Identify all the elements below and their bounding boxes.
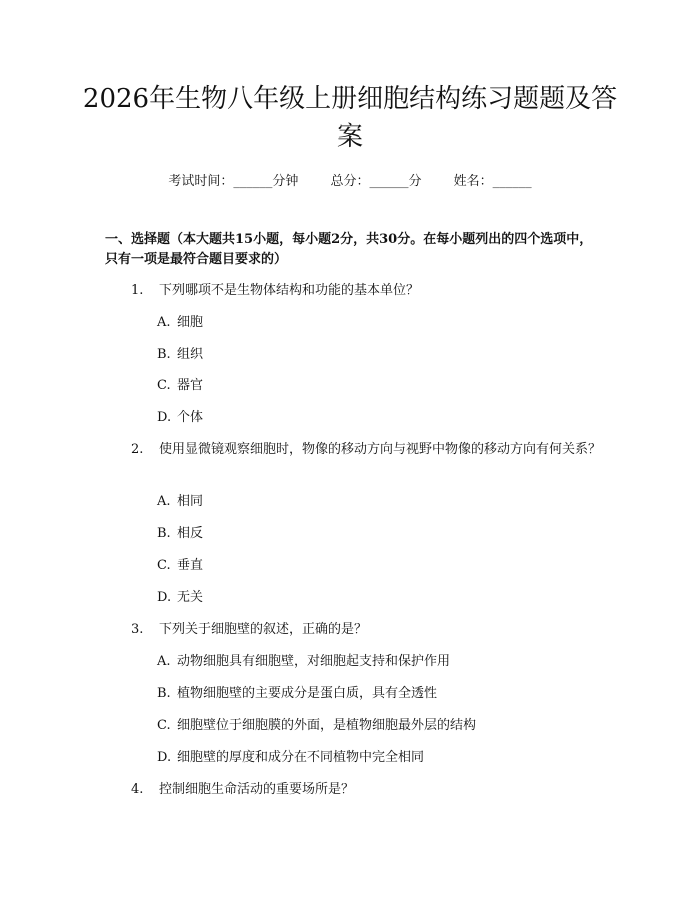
option-3c [157,716,476,736]
section-heading: 一、选择题（本大题共15小题，每小题2分，共30分。在每小题列出的四个选项中，只有一项是最符合题目要求的） [105,232,593,267]
option-1a [157,313,203,333]
total-score-field [330,170,421,189]
option-letter: C. [157,558,171,573]
exam-time-unit: 分钟 [272,174,299,189]
question-text: 使用显微镜观察细胞时，物像的移动方向与视野中物像的移动方向有何关系？ [159,442,602,457]
option-3a [157,652,450,672]
document-title: 2026年生物八年级上册细胞结构练习题题及答案 [82,84,618,152]
option-text: 动物细胞具有细胞壁，对细胞起支持和保护作用 [177,654,451,669]
question-text: 下列关于细胞壁的叙述，正确的是？ [159,622,368,637]
option-3b [157,684,437,704]
question-number: 1. [131,283,144,298]
option-text: 细胞 [177,315,204,330]
exam-time-label: 考试时间： [168,174,234,189]
option-letter: B. [157,347,171,362]
exam-info-line [0,170,700,189]
option-letter: B. [157,526,171,541]
option-2b [157,524,203,544]
option-letter: B. [157,686,171,701]
question-text: 下列哪项不是生物体结构和功能的基本单位？ [159,283,420,298]
option-text: 植物细胞壁的主要成分是蛋白质，具有全透性 [177,686,438,701]
student-name-blank: ______ [492,174,532,189]
student-name-field [454,170,532,189]
option-letter: C. [157,378,171,393]
question-3 [105,620,605,640]
total-score-unit: 分 [408,174,422,189]
option-text: 细胞壁的厚度和成分在不同植物中完全相同 [177,750,425,765]
option-text: 相同 [177,494,204,509]
option-text: 个体 [177,410,204,425]
option-letter: D. [157,750,172,765]
total-score-blank: ______ [369,174,409,189]
option-2d [157,588,203,608]
question-4 [105,780,605,800]
question-2 [105,440,605,460]
option-letter: A. [157,494,171,509]
option-letter: A. [157,654,171,669]
option-1b [157,345,203,365]
option-text: 器官 [177,378,204,393]
option-text: 细胞壁位于细胞膜的外面，是植物细胞最外层的结构 [177,718,477,733]
question-number: 4. [131,782,144,797]
exam-time-field [168,170,298,189]
question-1 [105,281,605,301]
option-1d [157,408,203,428]
option-letter: D. [157,590,172,605]
option-letter: C. [157,718,171,733]
question-text: 控制细胞生命活动的重要场所是？ [159,782,355,797]
exam-time-blank: ______ [233,174,273,189]
option-3d [157,748,424,768]
total-score-label: 总分： [330,174,370,189]
option-text: 垂直 [177,558,204,573]
option-2a [157,492,203,512]
option-1c [157,376,203,396]
student-name-label: 姓名： [453,174,493,189]
option-text: 相反 [177,526,204,541]
option-letter: A. [157,315,171,330]
option-text: 组织 [177,347,204,362]
option-letter: D. [157,410,172,425]
question-number: 2. [131,442,144,457]
option-2c [157,556,203,576]
question-number: 3. [131,622,144,637]
option-text: 无关 [177,590,204,605]
